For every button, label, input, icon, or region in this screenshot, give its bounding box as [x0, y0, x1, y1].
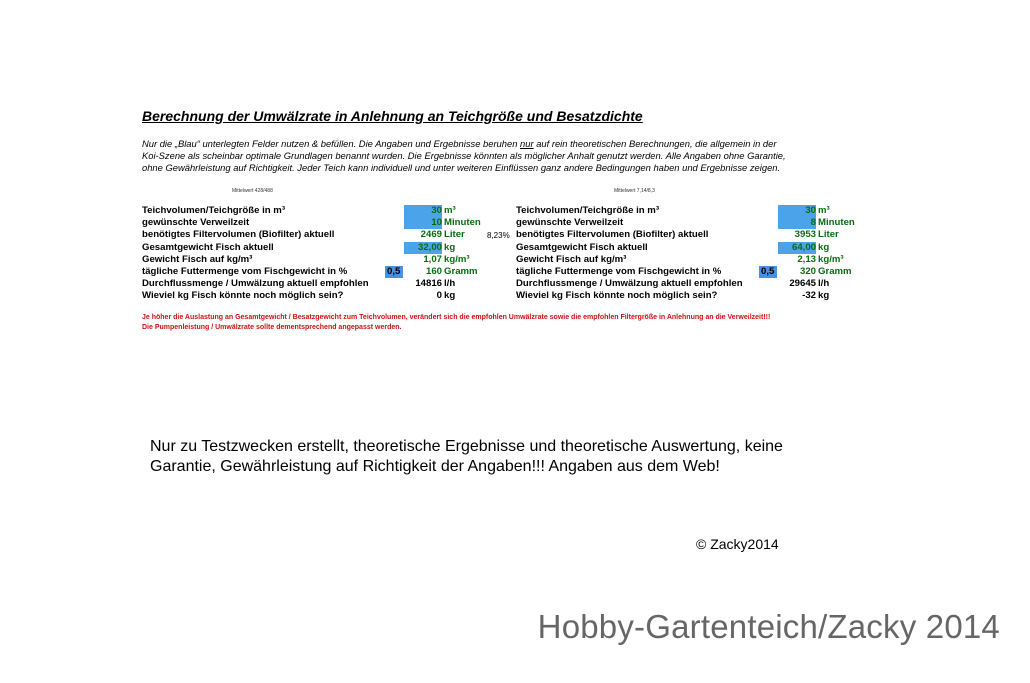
row-value: 1,07 — [423, 253, 442, 265]
row-unit: Liter — [444, 229, 465, 241]
intro-line-2: Koi-Szene als scheinbar optimale Grundlagen benannt wurden. Die Ergebnisse könnten als möglicher Anhalt genutzt werden. Alle Angaben ohne Garantie, — [142, 150, 786, 161]
table-row — [142, 290, 487, 302]
row-value: 160 — [425, 265, 442, 277]
row-value: 0 — [436, 290, 442, 302]
row-value: 14816 — [415, 278, 442, 290]
row-label: Gewicht Fisch auf kg/m³ — [142, 253, 253, 265]
copyright-text: © Zacky2014 — [696, 536, 779, 552]
table-row — [142, 229, 487, 241]
row-unit: Gramm — [818, 265, 852, 277]
table-row — [516, 254, 861, 266]
table-row — [142, 266, 487, 278]
row-unit: Minuten — [818, 217, 855, 229]
table-row — [516, 266, 861, 278]
table-row — [142, 205, 487, 217]
row-label: benötigtes Filtervolumen (Biofilter) aktuell — [516, 229, 709, 241]
row-label: tägliche Futtermenge vom Fischgewicht in % — [516, 265, 722, 277]
row-label: Gewicht Fisch auf kg/m³ — [516, 253, 627, 265]
row-label: Teichvolumen/Teichgröße in m³ — [142, 205, 286, 216]
mittelwert-right: Mittelwert 7,14/8,3 — [614, 188, 655, 194]
table-row — [516, 205, 861, 217]
table-row — [142, 242, 487, 254]
verweilzeit-input[interactable]: 8 — [778, 217, 816, 229]
intro-line-3: ohne Gewährleistung auf Richtigkeit. Jeder Teich kann individuell und unter weiteren Einflüssen ganz andere Bedingungen haben und Ergebnisse zeigen. — [142, 162, 781, 173]
disclaimer-text: Nur zu Testzwecken erstellt, theoretische Ergebnisse und theoretische Auswertung, keine Garantie, Gewährleistung auf Richtigkeit der Angaben!!! Angaben aus dem Web! — [150, 438, 783, 475]
row-label: Durchflussmenge / Umwälzung aktuell empfohlen — [142, 278, 369, 290]
row-label: gewünschte Verweilzeit — [142, 217, 250, 229]
futter-percent-input[interactable]: 0,5 — [385, 266, 403, 278]
table-row — [516, 229, 861, 241]
teichvolumen-input[interactable]: 30 — [404, 205, 442, 217]
row-unit: l/h — [444, 278, 456, 290]
verweilzeit-input[interactable]: 10 — [404, 217, 442, 229]
row-value: 2469 — [420, 229, 442, 241]
table-row — [516, 242, 861, 254]
page-title: Berechnung der Umwälzrate in Anlehnung an Teichgröße und Besatzdichte — [142, 108, 643, 124]
row-unit: kg — [818, 290, 830, 302]
row-unit: Gramm — [444, 265, 478, 277]
gesamtgewicht-input[interactable]: 32,00 — [404, 242, 442, 254]
table-row — [516, 290, 861, 302]
intro-line-1u: nur — [520, 138, 534, 149]
row-unit: l/h — [818, 278, 830, 290]
row-label: benötigtes Filtervolumen (Biofilter) aktuell — [142, 229, 335, 241]
mittelwert-left: Mittelwert 428/488 — [232, 188, 273, 194]
warning-line-2: Die Pumpenleistung / Umwälzrate sollte dementsprechend angepasst werden. — [142, 324, 402, 331]
row-value: 3953 — [794, 229, 816, 241]
table-row — [516, 278, 861, 290]
percent-value: 8,23% — [487, 231, 510, 240]
row-label: Wieviel kg Fisch könnte noch möglich sein? — [142, 290, 344, 302]
left-calc-table — [142, 205, 487, 303]
right-calc-table — [516, 205, 861, 303]
row-label: Gesamtgewicht Fisch aktuell — [516, 241, 648, 253]
row-value: 2,13 — [797, 253, 816, 265]
row-label: Gesamtgewicht Fisch aktuell — [142, 241, 274, 253]
futter-percent-input[interactable]: 0,5 — [759, 266, 777, 278]
row-label: Durchflussmenge / Umwälzung aktuell empfohlen — [516, 278, 743, 290]
watermark-brand: Hobby-Gartenteich/Zacky 2014 — [537, 608, 1000, 645]
warning-line-1: Je höher die Auslastung an Gesamtgewicht / Besatzgewicht zum Teichvolumen, verändert sich die empfohlen Umwälzrate sowie die empfohlen Filtergröße in Anlehnung an die Verweilzeit!!! — [142, 314, 771, 321]
table-row — [142, 254, 487, 266]
row-unit: kg/m³ — [444, 253, 470, 265]
row-unit: m³ — [818, 205, 830, 216]
row-value: -32 — [802, 290, 816, 302]
row-unit: m³ — [444, 205, 456, 216]
row-unit: Minuten — [444, 217, 481, 229]
row-label: Teichvolumen/Teichgröße in m³ — [516, 205, 660, 216]
row-unit: kg — [818, 241, 830, 253]
row-unit: Liter — [818, 229, 839, 241]
intro-line-1a: Nur die „Blau“ unterlegten Felder nutzen & befüllen. Die Angaben und Ergebnisse beruhen — [142, 138, 521, 149]
row-label: tägliche Futtermenge vom Fischgewicht in % — [142, 265, 348, 277]
gesamtgewicht-input[interactable]: 64,00 — [778, 242, 816, 254]
warning-note — [142, 313, 770, 333]
row-label: Wieviel kg Fisch könnte noch möglich sein? — [516, 290, 718, 302]
table-row — [142, 217, 487, 229]
table-row — [142, 278, 487, 290]
row-value: 320 — [799, 265, 816, 277]
row-label: gewünschte Verweilzeit — [516, 217, 624, 229]
table-row — [516, 217, 861, 229]
intro-text — [142, 138, 842, 174]
row-unit: kg/m³ — [818, 253, 844, 265]
row-unit: kg — [444, 241, 456, 253]
teichvolumen-input[interactable]: 30 — [778, 205, 816, 217]
intro-line-1b: auf rein theoretischen Berechnungen, die allgemein in der — [533, 138, 777, 149]
row-unit: kg — [444, 290, 456, 302]
row-value: 29645 — [789, 278, 816, 290]
